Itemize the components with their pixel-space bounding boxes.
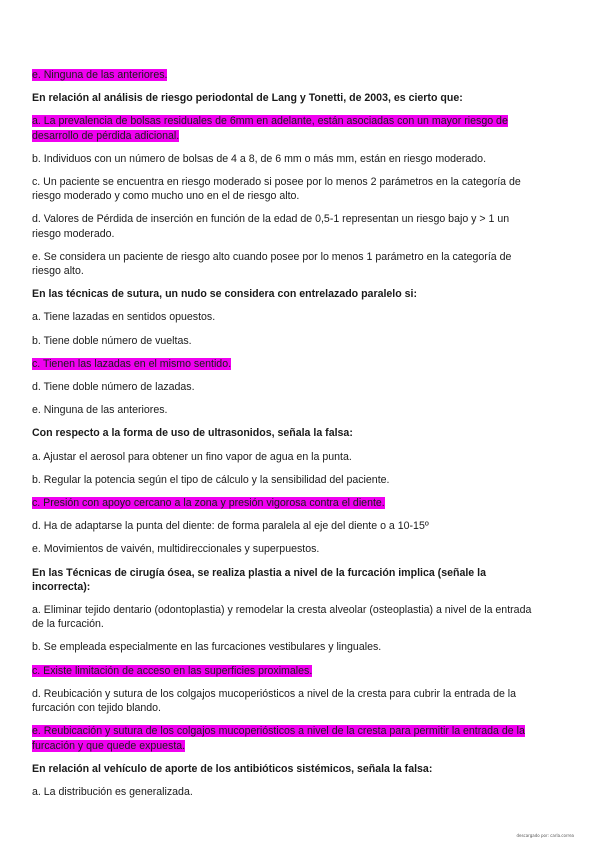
answer-option: e. Movimientos de vaivén, multidireccionales y superpuestos. [32,543,320,556]
document-page [32,68,538,799]
answer-option: d. Reubicación y sutura de los colgajos mucoperiósticos a nivel de la cresta para cubrir la entrada de la furcación con tejido blando. [32,687,517,715]
answer-option-highlighted: e. Ninguna de las anteriores. [32,69,168,81]
answer-option-highlighted: c. Presión con apoyo cercano a la zona y presión vigorosa contra el diente. [32,497,385,510]
answer-option: c. Un paciente se encuentra en riesgo moderado si posee por lo menos 2 parámetros en la categoría de riesgo moderado y como mucho uno en el de riesgo alto. [32,176,521,203]
answer-option: e. Ninguna de las anteriores. [32,404,168,417]
answer-option: b. Tiene doble número de vueltas. [32,334,192,347]
answer-option-highlighted: a. La prevalencia de bolsas residuales de 6mm en adelante, están asociadas con un mayor riesgo de desarrollo de pérdida adicional. [32,115,508,142]
answer-option: d. Ha de adaptarse la punta del diente: de forma paralela al eje del diente o a 10-15º [32,520,429,533]
answer-option: d. Tiene doble número de lazadas. [32,381,195,394]
answer-option-highlighted: c. Existe limitación de acceso en las superficies proximales. [32,664,313,677]
question-text: Con respecto a la forma de uso de ultrasonidos, señala la falsa: [32,427,353,440]
answer-option: a. La distribución es generalizada. [32,785,193,798]
answer-option: e. Se considera un paciente de riesgo alto cuando posee por lo menos 1 parámetro en la categoría de riesgo alto. [32,250,512,278]
answer-option: a. Tiene lazadas en sentidos opuestos. [32,311,216,324]
question-text: En relación al vehículo de aporte de los antibióticos sistémicos, señala la falsa: [32,762,433,775]
answer-option: b. Individuos con un número de bolsas de 4 a 8, de 6 mm o más mm, están en riesgo moderado. [32,152,487,165]
answer-option: d. Valores de Pérdida de inserción en función de la edad de 0,5-1 representan un riesgo bajo y > 1 un riesgo moderado. [32,213,510,240]
answer-option: b. Se empleada especialmente en las furcaciones vestibulares y linguales. [32,641,382,654]
answer-option-highlighted: c. Tienen las lazadas en el mismo sentido. [32,357,232,370]
answer-option: b. Regular la potencia según el tipo de cálculo y la sensibilidad del paciente. [32,473,390,486]
page-footer: descargado por: carla.correa [516,833,574,838]
answer-option: a. Ajustar el aerosol para obtener un fino vapor de agua en la punta. [32,450,352,463]
answer-option: a. Eliminar tejido dentario (odontoplastia) y remodelar la cresta alveolar (osteoplastia) a nivel de la entrada de la furcación. [32,604,532,631]
question-text: En las técnicas de sutura, un nudo se considera con entrelazado paralelo si: [32,288,418,301]
answer-option-highlighted: e. Reubicación y sutura de los colgajos mucoperiósticos a nivel de la cresta para permitir la entrada de la furcación y que quede expuesta. [32,725,525,752]
question-text: En las Técnicas de cirugía ósea, se realiza plastia a nivel de la furcación implica (señale la incorrecta): [32,566,486,593]
question-text: En relación al análisis de riesgo periodontal de Lang y Tonetti, de 2003, es cierto que: [32,92,463,105]
